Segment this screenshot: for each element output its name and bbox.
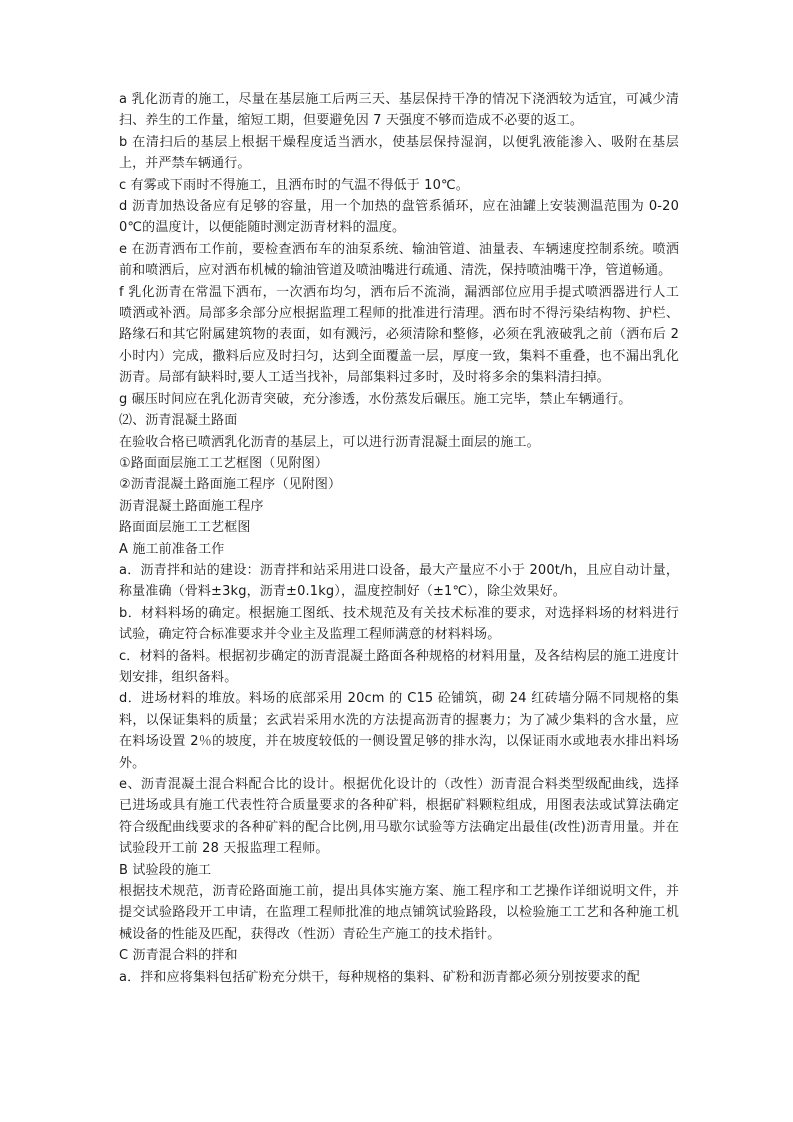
section-heading-preparation: A 施工前准备工作 [119,541,225,557]
caption-procedure: 沥青混凝土路面施工程序 [119,498,264,514]
caption-process-diagram: 路面面层施工工艺框图 [119,520,251,536]
paragraph-c-stockpiling: c．材料的备料。根据初步确定的沥青混凝土路面各种规格的材料用量，及各结构层的施工进度计划安排，组织备料。 [119,648,679,685]
paragraph-e-spraying-check: e 在沥青洒布工作前，要检查洒布车的油泵系统、输油管道、油量表、车辆速度控制系统。喷洒前和喷洒后，应对洒布机械的输油管道及喷油嘴进行疏通、清洗，保持喷油嘴干净，管道畅通。 [119,241,679,279]
list-item-procedure: ②沥青混凝土路面施工程序（见附图） [119,477,342,493]
document-body [119,89,679,988]
paragraph-f-spraying: f 乳化沥青在常温下洒布，一次洒布均匀，洒布后不流淌，漏洒部位应用手提式喷洒器进行人工喷洒或补洒。局部多余部分应根据监理工程师的批准进行清理。洒布时不得污染结构物、护栏、路缘石和其它附属建筑物的表面，如有溅污，必须清除和整修，必须在乳液破乳之前（洒布后 2 小时内）完成，撒料后应及时扫匀，达到全面覆盖一层，厚度一致，集料不重叠，也不漏出乳化沥青。局部有缺料时,要人工适当找补，局部集料过多时，及时将多余的集料清扫掉。 [119,284,679,386]
paragraph-d-material-storage: d．进场材料的堆放。料场的底部采用 20cm 的 C15 砼铺筑，砌 24 红砖墙分隔不同规格的集料，以保证集料的质量；玄武岩采用水洗的方法提高沥青的握裹力；为了减少集料的含水量，应在料场设置 2％的坡度，并在坡度较低的一侧设置足够的排水沟，以保证雨水或地表水排出料场外。 [119,691,679,771]
paragraph-b-material-yard: b．材料料场的确定。根据施工图纸、技术规范及有关技术标准的要求，对选择料场的材料进行试验，确定符合标准要求并令业主及监理工程师满意的材料料场。 [119,605,679,643]
paragraph-a-emulsified-asphalt: a 乳化沥青的施工，尽量在基层施工后两三天、基层保持干净的情况下浇洒较为适宜，可减少清扫、养生的工作量，缩短工期，但要避免因 7 天强度不够而造成不必要的返工。 [119,92,679,129]
section-heading-asphalt-concrete: ⑵、沥青混凝土路面 [119,413,238,429]
section-heading-test-section: B 试验段的施工 [119,862,212,878]
paragraph-e-mix-design: e、沥青混凝土混合料配合比的设计。根据优化设计的（改性）沥青混合料类型级配曲线，选择已进场或具有施工代表性符合质量要求的各种矿料，根据矿料颗粒组成，用图表法或试算法确定符合级配曲线要求的各种矿料的配合比例,用马歇尔试验等方法确定出最佳(改性)沥青用量。并在试验段开工前 28 天报监理工程师。 [119,777,679,857]
paragraph-g-rolling: g 碾压时间应在乳化沥青突破，充分渗透，水份蒸发后碾压。施工完毕，禁止车辆通行。 [119,391,632,407]
paragraph-c-weather: c 有雾或下雨时不得施工，且洒布时的气温不得低于 10℃。 [119,177,469,193]
paragraph-d-heating: d 沥青加热设备应有足够的容量，用一个加热的盘管系循环，应在油罐上安装测温范围为 0-200℃的温度计，以便能随时测定沥青材料的温度。 [119,199,679,236]
paragraph-test-section: 根据技术规范，沥青砼路面施工前，提出具体实施方案、施工程序和工艺操作详细说明文件，并提交试验路段开工申请，在监理工程师批准的地点铺筑试验路段，以检验施工工艺和各种施工机械设备的性能及匹配，获得改（性沥）青砼生产施工的技术指针。 [119,884,679,942]
list-item-process-diagram: ①路面面层施工工艺框图（见附图） [119,455,329,471]
section-heading-mixing: C 沥青混合料的拌和 [119,948,238,964]
paragraph-a-mixing: a．拌和应将集料包括矿粉充分烘干，每种规格的集料、矿粉和沥青都必须分别按要求的配 [119,969,640,985]
paragraph-a-mixing-plant: a．沥青拌和站的建设：沥青拌和站采用进口设备，最大产量应不小于 200t/h，且应自动计量，称量准确（骨料±3kg，沥青±0.1kg），温度控制好（±1℃），除尘效果好。 [119,562,679,600]
paragraph-intro: 在验收合格已喷洒乳化沥青的基层上，可以进行沥青混凝土面层的施工。 [119,434,540,450]
paragraph-b-watering: b 在清扫后的基层上根据干燥程度适当洒水，使基层保持湿润，以便乳液能渗入、吸附在基层上，并严禁车辆通行。 [119,134,679,172]
